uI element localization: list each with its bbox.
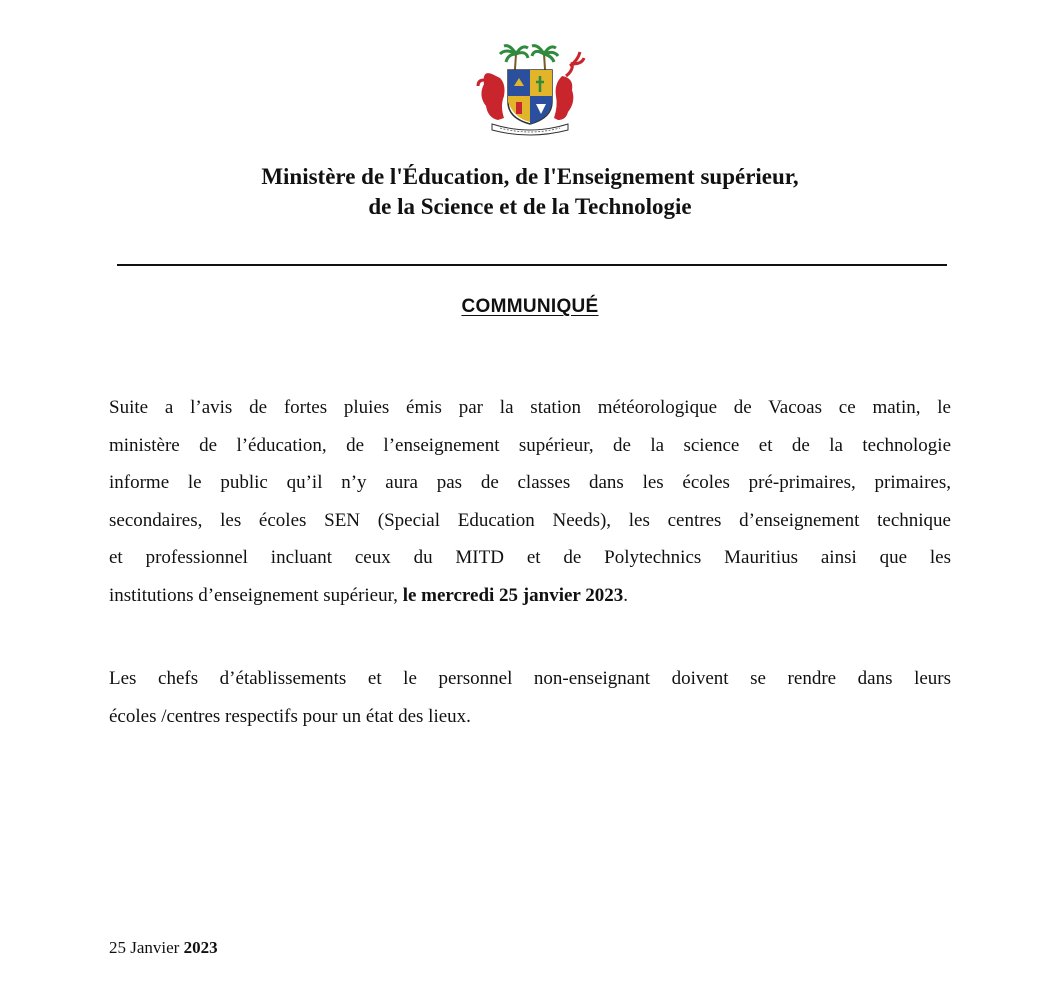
paragraph-line: Les chefs d’établissements et le personnel non-enseignant doivent se rendre dans leurs <box>109 668 951 689</box>
ministry-name-line1: Ministère de l'Éducation, de l'Enseignement supérieur, <box>261 164 799 189</box>
communique-title <box>380 293 680 321</box>
date-day-month: 25 Janvier <box>109 938 184 957</box>
header-divider <box>117 264 947 266</box>
paragraph-line: ministère de l’éducation, de l’enseignement supérieur, de la science et de la technologie <box>109 434 951 456</box>
body-paragraph-2 <box>109 660 951 735</box>
paragraph-line-text: institutions d’enseignement supérieur, <box>109 584 403 606</box>
closure-date-emphasis: le mercredi 25 janvier 2023 <box>402 584 624 606</box>
communique-title-text: COMMUNIQUÉ <box>461 296 599 317</box>
paragraph-line: et professionnel incluant ceux du MITD et de Polytechnics Mauritius ainsi que les <box>109 547 951 568</box>
paragraph-last-line: écoles /centres respectifs pour un état des lieux. <box>109 705 471 727</box>
ministry-name-line2: de la Science et de la Technologie <box>368 194 692 219</box>
paragraph-line: informe le public qu’il n’y aura pas de classes dans les écoles pré-primaires, primaires, <box>109 472 951 493</box>
paragraph-last-line <box>109 577 951 615</box>
coat-of-arms-icon <box>470 40 590 136</box>
paragraph-line-end: . <box>623 584 628 606</box>
paragraph-line: Suite a l’avis de fortes pluies émis par la station météorologique de Vacoas ce matin, le <box>109 397 951 418</box>
paragraph-line: secondaires, les écoles SEN (Special Education Needs), les centres d’enseignement technique <box>109 509 951 531</box>
body-paragraph-1 <box>109 389 951 614</box>
document-date <box>109 935 218 961</box>
date-year: 2023 <box>183 938 218 957</box>
